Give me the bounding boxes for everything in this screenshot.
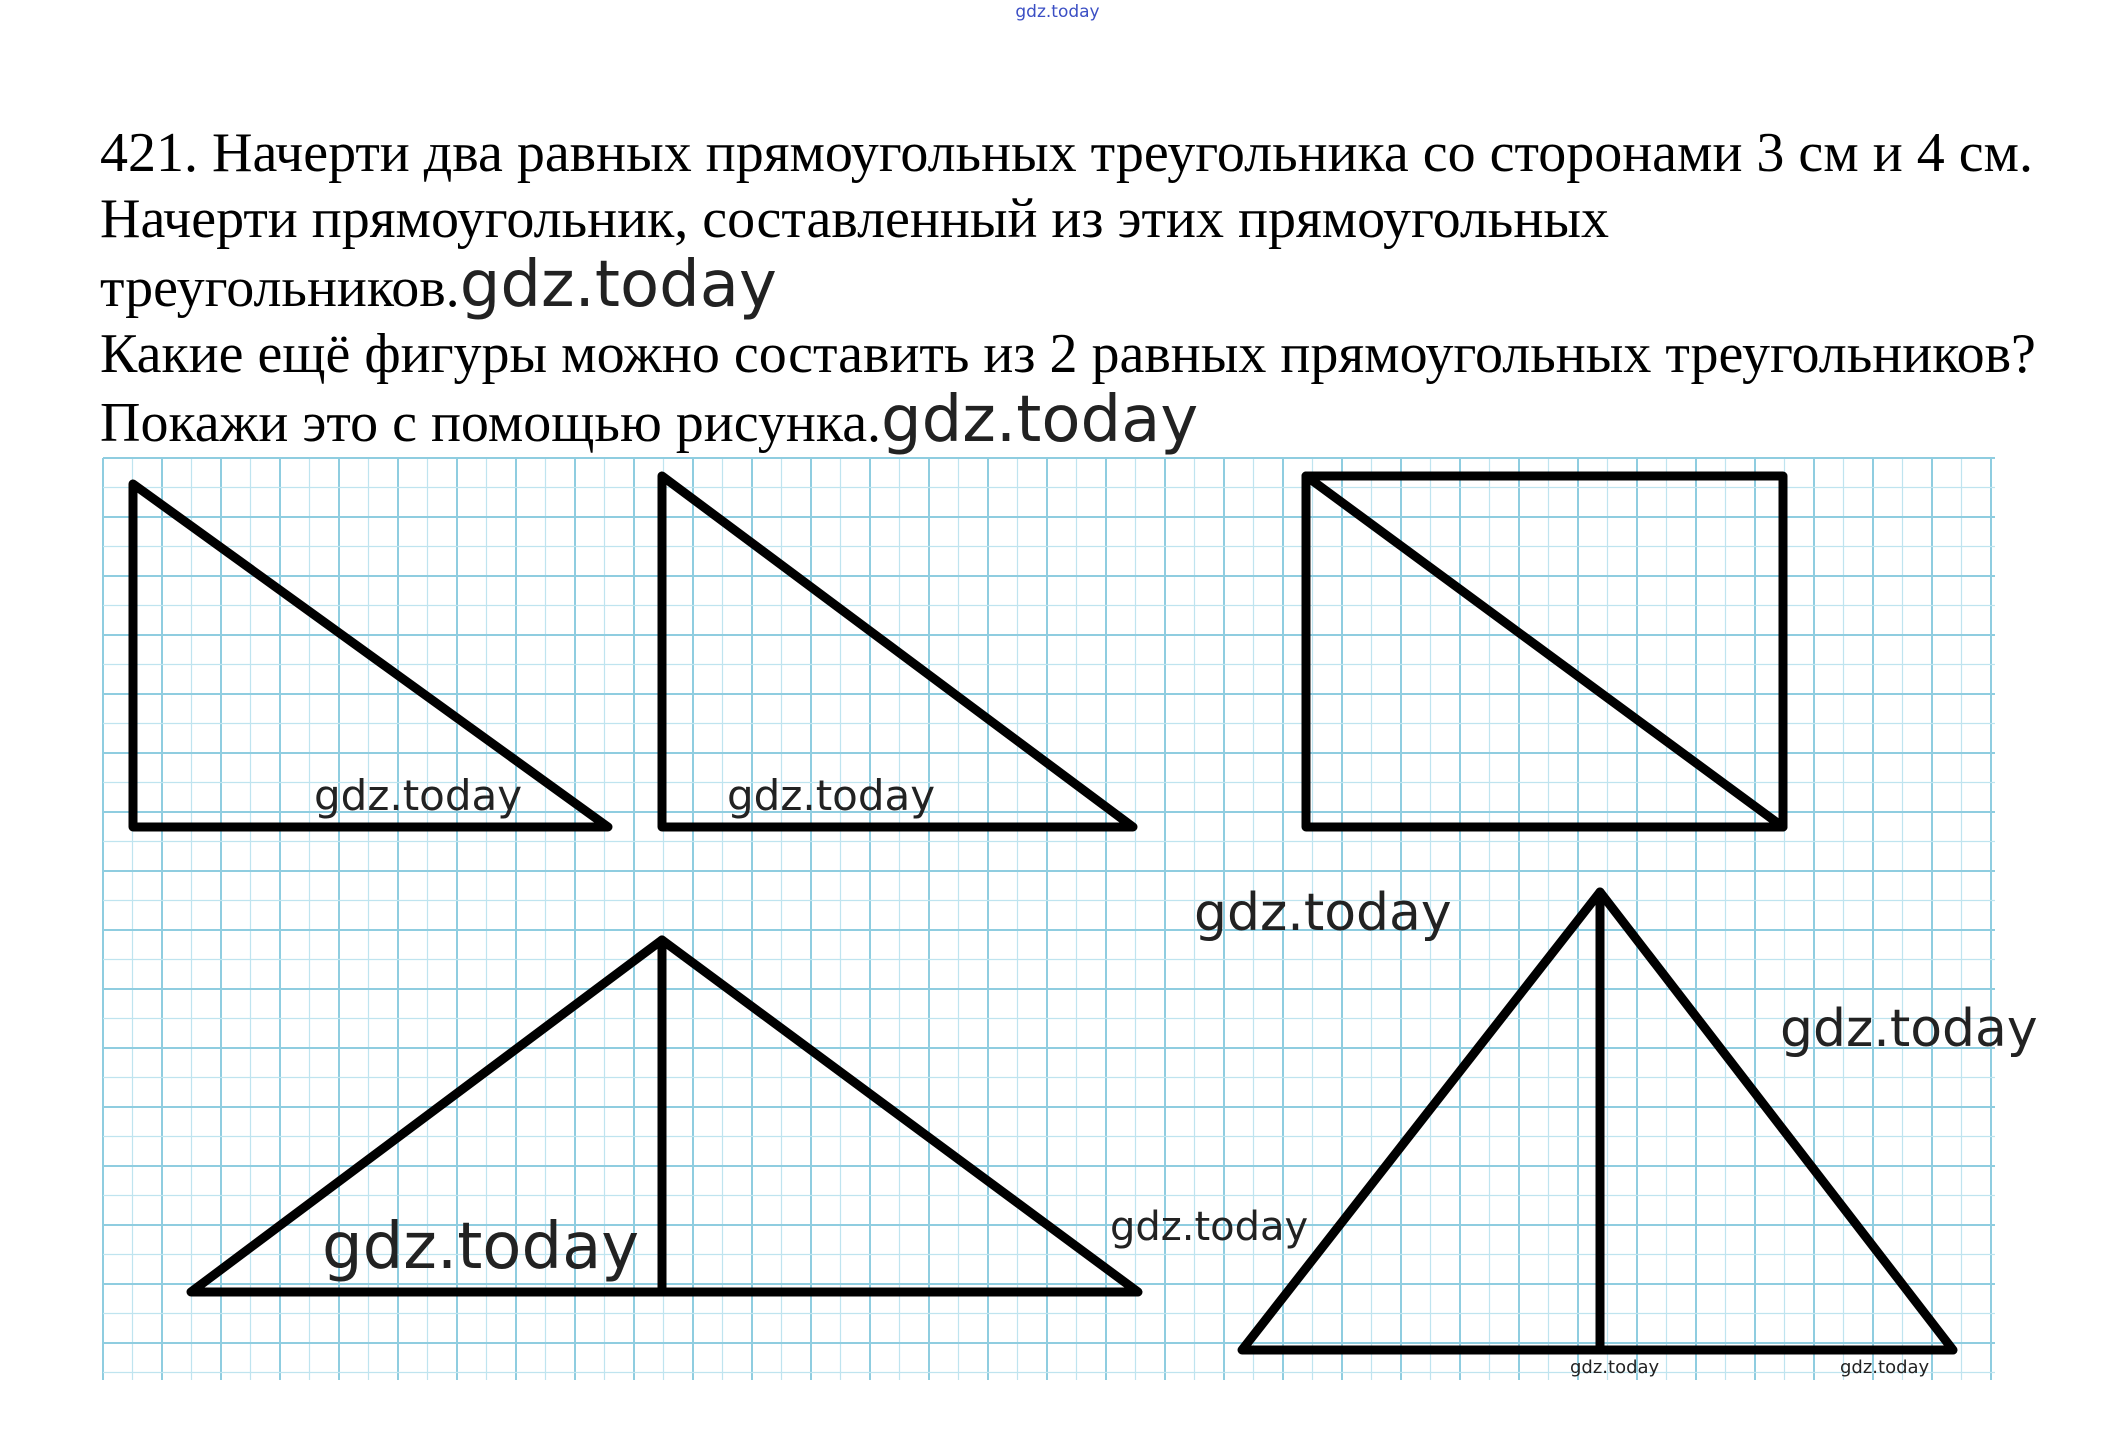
watermark-inline-2: gdz.today xyxy=(881,383,1199,457)
watermark-triangle-1: gdz.today xyxy=(314,771,523,820)
rectangle-diagonal xyxy=(1306,476,1783,827)
watermark-wide-large: gdz.today xyxy=(322,1210,640,1284)
task-line-2: Какие ещё фигуры можно составить из 2 равных прямоугольных треугольников? Покажи это с помощью рисунка. xyxy=(100,323,2036,454)
watermark-triangle-2: gdz.today xyxy=(727,771,936,820)
watermark-inline-1: gdz.today xyxy=(459,248,777,322)
site-mark-header: gdz.today xyxy=(1015,2,1100,22)
watermark-middle: gdz.today xyxy=(1194,883,1452,943)
watermark-layer xyxy=(314,771,2038,1378)
task-number: 421. xyxy=(100,122,198,184)
task-line-1: Начерти два равных прямоугольных треугольника со сторонами 3 см и 4 см. Начерти прямоугольник, составленный из этих прямоугольных треугольников. xyxy=(100,122,2033,319)
watermark-wide-side: gdz.today xyxy=(1110,1204,1309,1250)
watermark-right: gdz.today xyxy=(1780,999,2038,1059)
watermark-small-1: gdz.today xyxy=(1570,1357,1660,1378)
watermark-small-2: gdz.today xyxy=(1840,1357,1930,1378)
